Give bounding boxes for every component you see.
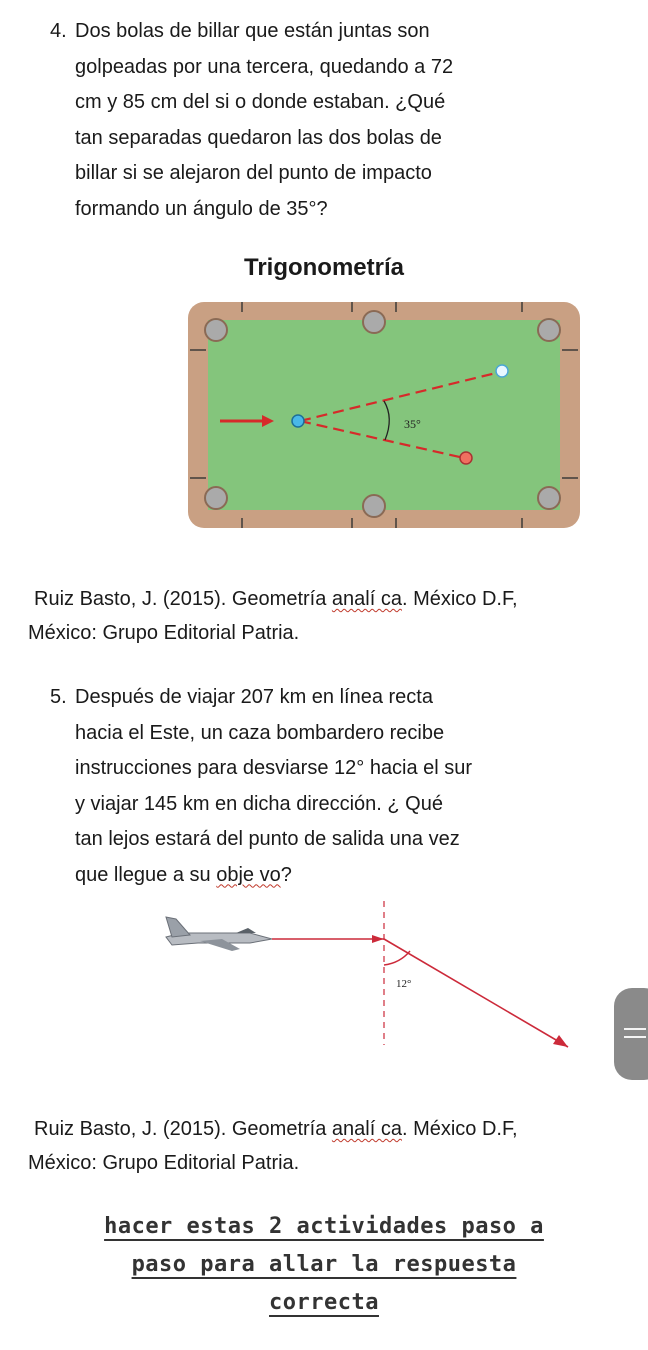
problem-4-line: Dos bolas de billar que están juntas son xyxy=(75,20,430,42)
note-line: correcta xyxy=(269,1290,379,1315)
problem-5-line: que llegue a su obje vo? xyxy=(75,863,292,886)
note-line: hacer estas 2 actividades paso a xyxy=(104,1214,544,1239)
problem-4-text xyxy=(75,14,550,227)
problem-4-number: 4. xyxy=(50,20,67,42)
citation-line: México: Grupo Editorial Patria. xyxy=(28,622,300,644)
pocket xyxy=(205,487,227,509)
spell-flagged-word: obje vo xyxy=(216,863,281,886)
pocket xyxy=(205,319,227,341)
problem-4-line: golpeadas por una tercera, quedando a 72 xyxy=(75,55,454,78)
deviation-leg-line xyxy=(384,939,568,1047)
angle-label-12: 12° xyxy=(396,978,412,990)
pocket xyxy=(363,311,385,333)
problem-5-line: tan lejos estará del punto de salida una vez xyxy=(75,828,460,850)
problem-4-line: billar si se alejaron del punto de impacto xyxy=(75,162,432,184)
pocket xyxy=(538,319,560,341)
note-line: paso para allar la respuesta xyxy=(131,1252,517,1277)
jet-route-figure xyxy=(0,895,648,1055)
ball-white xyxy=(496,365,508,377)
ball-red xyxy=(460,452,472,464)
problem-4-line: cm y 85 cm del si o donde estaban. ¿Qué xyxy=(75,91,446,113)
citation-line: Ruiz Basto, J. (2015). Geometría analí ca. México D.F, xyxy=(34,1118,518,1140)
problem-5-line: Después de viajar 207 km en línea recta xyxy=(75,686,433,708)
pocket xyxy=(538,487,560,509)
figure-1-title: Trigonometría xyxy=(243,254,405,281)
citation-2 xyxy=(28,1112,624,1180)
pocket xyxy=(363,495,385,517)
cue-ball xyxy=(292,415,304,427)
problem-5-line: hacia el Este, un caza bombardero recibe xyxy=(75,721,445,744)
angle-label-35: 35° xyxy=(404,417,421,431)
problem-5-line: y viajar 145 km en dicha dirección. ¿ Qué xyxy=(75,792,443,815)
problem-5-number: 5. xyxy=(50,686,67,708)
scroll-handle[interactable] xyxy=(614,988,648,1080)
spell-flagged-word: analí ca xyxy=(331,1118,402,1140)
spell-flagged-word: analí ca xyxy=(331,588,402,610)
problem-5-text xyxy=(75,680,572,893)
citation-1 xyxy=(28,582,624,650)
citation-line: México: Grupo Editorial Patria. xyxy=(28,1152,300,1174)
angle-arc xyxy=(384,951,410,965)
problem-5-line: instrucciones para desviarse 12° hacia el sur xyxy=(75,757,473,779)
problem-4-line: tan separadas quedaron las dos bolas de xyxy=(75,126,442,149)
problem-4-line: formando un ángulo de 35°? xyxy=(75,197,328,220)
billiard-table-figure xyxy=(0,290,648,540)
handwritten-note xyxy=(60,1208,588,1322)
citation-line: Ruiz Basto, J. (2015). Geometría analí ca. México D.F, xyxy=(34,588,518,610)
table-felt xyxy=(208,320,560,510)
fighter-jet-icon xyxy=(166,917,272,951)
